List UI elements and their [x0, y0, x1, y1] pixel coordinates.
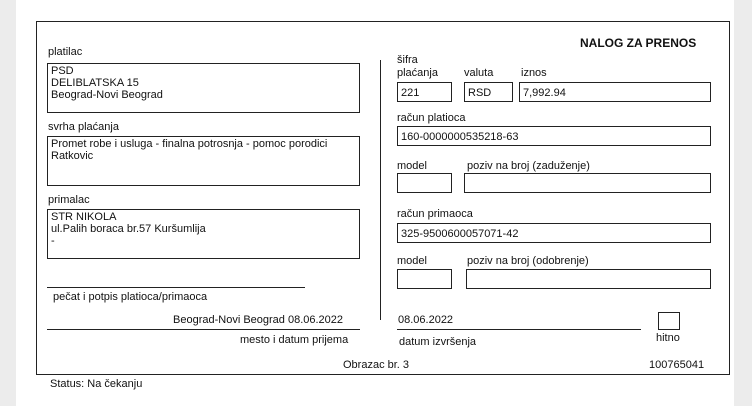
- payer-label: platilac: [48, 46, 83, 58]
- reference-label-credit: poziv na broj (odobrenje): [467, 255, 589, 267]
- execution-date-line: [397, 329, 641, 330]
- code-label-line1: šifra: [397, 54, 418, 66]
- recipient-label: primalac: [48, 194, 90, 206]
- currency-field[interactable]: RSD: [464, 82, 513, 102]
- execution-date-value: 08.06.2022: [398, 314, 454, 326]
- recipient-field[interactable]: STR NIKOLA ul.Palih boraca br.57 Kuršumlija -: [47, 209, 360, 259]
- reference-label-debit: poziv na broj (zaduženje): [467, 160, 590, 172]
- document-id: 100765041: [649, 359, 705, 371]
- model-field-debit[interactable]: [397, 173, 452, 193]
- payer-field[interactable]: PSD DELIBLATSKA 15 Beograd-Novi Beograd: [47, 63, 360, 113]
- amount-field[interactable]: 7,992.94: [519, 82, 711, 102]
- reference-field-debit[interactable]: [464, 173, 711, 193]
- payer-account-label: račun platioca: [397, 112, 466, 124]
- execution-date-label: datum izvršenja: [399, 336, 477, 348]
- place-date-label: mesto i datum prijema: [240, 334, 349, 346]
- recipient-account-field[interactable]: 325-9500600057071-42: [397, 223, 711, 243]
- form-title: NALOG ZA PRENOS: [580, 36, 697, 50]
- place-date-line: [47, 329, 360, 330]
- signature-line: [47, 287, 305, 288]
- currency-label: valuta: [464, 67, 494, 79]
- recipient-account-label: račun primaoca: [397, 208, 473, 220]
- form-number: Obrazac br. 3: [343, 359, 410, 371]
- purpose-field[interactable]: Promet robe i usluga - finalna potrosnja - pomoc porodici Ratkovic: [47, 136, 360, 186]
- payment-code-field[interactable]: 221: [397, 82, 452, 102]
- amount-label: iznos: [521, 67, 547, 79]
- urgent-label: hitno: [656, 332, 680, 344]
- status-text: Status: Na čekanju: [50, 378, 143, 390]
- model-field-credit[interactable]: [397, 269, 452, 289]
- reference-field-credit[interactable]: [466, 269, 711, 289]
- place-date-value: Beograd-Novi Beograd 08.06.2022: [173, 314, 344, 326]
- urgent-checkbox[interactable]: [658, 312, 680, 330]
- model-label-debit: model: [397, 160, 427, 172]
- purpose-label: svrha plaćanja: [48, 121, 119, 133]
- signature-label: pečat i potpis platioca/primaoca: [53, 291, 208, 303]
- payer-account-field[interactable]: 160-0000000535218-63: [397, 126, 711, 146]
- column-divider: [380, 60, 381, 320]
- code-label-line2: plaćanja: [397, 67, 438, 79]
- model-label-credit: model: [397, 255, 427, 267]
